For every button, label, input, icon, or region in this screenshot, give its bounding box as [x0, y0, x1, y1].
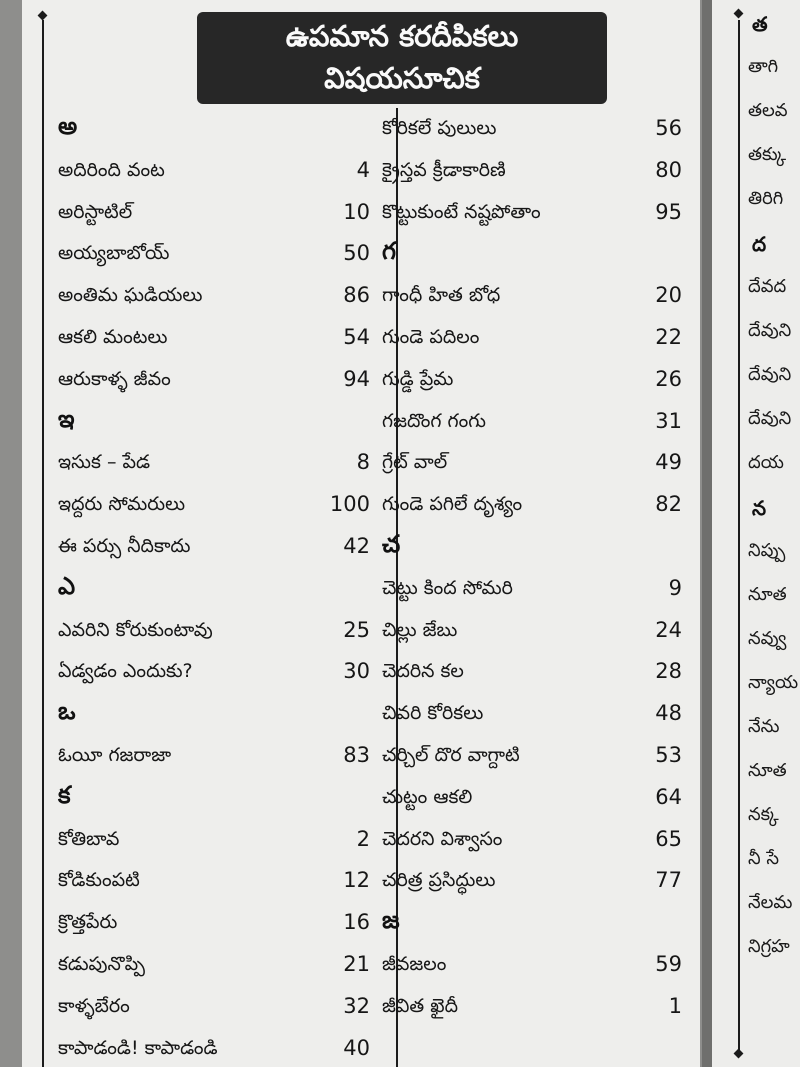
entry-page-number: 32	[343, 993, 370, 1018]
entry-page-number: 65	[655, 826, 682, 851]
section-letter-header: క	[58, 780, 71, 809]
next-page-text-fragment: నిగ్రహ	[748, 936, 790, 957]
index-entry	[58, 651, 370, 691]
entry-title: గుడ్డి ప్రేమ	[382, 367, 454, 390]
entry-page-number: 83	[343, 743, 370, 767]
entry-page-number: 1	[668, 993, 682, 1018]
next-page-text-fragment: దేవుని	[748, 364, 792, 385]
entry-title: చివరి కోరికలు	[382, 702, 484, 725]
next-page-text-fragment: నక్క	[748, 804, 779, 825]
next-page-text-fragment: దేవుని	[748, 320, 792, 341]
entry-title: జీవిత ఖైదీ	[382, 994, 458, 1017]
entry-page-number: 20	[655, 283, 682, 308]
left-border-ornament	[38, 11, 48, 21]
section-letter-header: గ	[382, 237, 396, 266]
index-entry	[58, 735, 370, 775]
index-title: విషయసూచిక	[324, 61, 480, 95]
next-page-text-fragment: దేవద	[748, 276, 787, 297]
section-letter-header: ఎ	[58, 571, 76, 600]
section-letter-header: అ	[58, 112, 78, 140]
index-entry	[382, 442, 682, 482]
entry-page-number: 26	[655, 366, 682, 391]
index-entry	[382, 986, 682, 1026]
entry-page-number: 50	[343, 241, 370, 266]
index-entry	[58, 150, 370, 190]
next-page-text-fragment: తాగి	[748, 56, 779, 77]
entry-title: క్రైస్తవ క్రీడాకారిణి	[382, 158, 506, 181]
left-border	[42, 20, 44, 1067]
entry-page-number: 100	[329, 492, 370, 517]
entry-page-number: 22	[655, 325, 682, 349]
entry-title: చెదరిన కల	[382, 660, 464, 683]
index-page	[22, 0, 700, 1067]
entry-title: క్రొత్తపేరు	[58, 911, 118, 934]
entry-page-number: 8	[356, 450, 370, 475]
index-entry	[58, 359, 370, 399]
index-entry	[382, 568, 682, 608]
entry-page-number: 2	[356, 826, 370, 851]
index-entry	[58, 610, 370, 650]
entry-title: కోరికలే పులులు	[382, 117, 497, 139]
entry-title: ఓయీ గజరాజా	[58, 744, 172, 766]
entry-page-number: 80	[655, 157, 682, 182]
index-entry	[58, 944, 370, 984]
entry-title: చిల్లు జేబు	[382, 618, 458, 641]
index-entry	[58, 986, 370, 1026]
book-title: ఉపమాన కరదీపికలు	[285, 19, 519, 53]
entry-page-number: 31	[655, 408, 682, 433]
entry-page-number: 28	[655, 659, 682, 684]
next-page-text-fragment: నవ్వు	[748, 628, 787, 649]
entry-page-number: 9	[668, 575, 682, 600]
index-entry	[382, 484, 682, 524]
title-banner	[197, 12, 607, 104]
next-page-text-fragment: న్యాయ	[748, 672, 799, 693]
entry-page-number: 86	[343, 283, 370, 308]
entry-title: చుట్టం ఆకలి	[382, 785, 473, 808]
entry-title: కాళ్ళబేరం	[58, 994, 130, 1017]
entry-title: కోతిబావ	[58, 827, 120, 850]
next-page-text-fragment: నూత	[748, 584, 787, 605]
book-spine	[702, 0, 712, 1067]
entry-page-number: 64	[655, 784, 682, 809]
entry-page-number: 40	[343, 1035, 370, 1060]
entry-title: కడుపునొప్పి	[58, 953, 145, 975]
index-entry	[382, 735, 682, 775]
index-entry	[382, 693, 682, 733]
entry-title: అంతిమ ఘడియలు	[58, 284, 203, 307]
index-entry	[382, 317, 682, 357]
next-page-text-fragment: నిప్పు	[748, 540, 786, 561]
index-entry	[58, 484, 370, 524]
index-entry	[58, 902, 370, 942]
index-entry	[382, 819, 682, 859]
entry-title: కోడికుంపటి	[58, 869, 140, 892]
entry-page-number: 16	[343, 910, 370, 935]
next-page-border-ornament	[734, 9, 744, 19]
entry-page-number: 21	[343, 952, 370, 976]
entry-title: ఇద్దరు సోమరులు	[58, 493, 186, 516]
entry-title: చరిత్ర ప్రసిద్ధులు	[382, 869, 496, 892]
index-entry	[58, 192, 370, 232]
index-entry	[58, 1028, 370, 1067]
index-entry	[382, 610, 682, 650]
entry-title: అరిస్టాటిల్	[58, 200, 133, 223]
index-entry	[382, 359, 682, 399]
entry-title: చెదరని విశ్వాసం	[382, 827, 503, 850]
next-page-text-fragment: నీ సే	[748, 848, 779, 869]
entry-page-number: 77	[655, 868, 682, 893]
section-letter-header: జ	[382, 906, 400, 935]
entry-page-number: 94	[343, 366, 370, 391]
entry-title: ఇసుక – పేడ	[58, 451, 151, 474]
index-entry	[58, 233, 370, 273]
entry-page-number: 25	[343, 617, 370, 642]
entry-title: జీవజలం	[382, 953, 447, 975]
entry-page-number: 95	[655, 199, 682, 224]
index-entry	[58, 275, 370, 315]
entry-title: ఆకలి మంటలు	[58, 326, 168, 348]
section-letter-header: ఇ	[58, 404, 75, 433]
entry-title: ఈ పర్సు నీదికాదు	[58, 535, 191, 557]
index-entry	[382, 192, 682, 232]
entry-title: గజదొంగ గంగు	[382, 409, 486, 432]
next-page-text-fragment: నేలమ	[748, 892, 793, 913]
index-entry	[382, 651, 682, 691]
entry-title: గాంధీ హిత బోధ	[382, 284, 501, 307]
entry-title: ఆరుకాళ్ళ జీవం	[58, 367, 171, 390]
entry-page-number: 82	[655, 492, 682, 517]
entry-page-number: 59	[655, 952, 682, 976]
entry-title: చర్చిల్ దొర వాగ్దాటి	[382, 744, 520, 766]
entry-page-number: 12	[343, 868, 370, 893]
next-page-text-fragment: తిరిగి	[748, 188, 784, 209]
index-entry	[382, 150, 682, 190]
next-page-text-fragment: దేవుని	[748, 408, 792, 429]
next-page-border	[738, 20, 740, 1050]
index-entry	[58, 819, 370, 859]
next-page-text-fragment: నేను	[748, 716, 780, 737]
index-entry	[382, 777, 682, 817]
section-letter-header: ఒ	[58, 697, 76, 726]
index-entry	[382, 860, 682, 900]
next-page-section-letter: న	[752, 496, 767, 520]
section-letter-header: చ	[382, 530, 401, 558]
next-page-section-letter: ద	[752, 232, 767, 256]
entry-page-number: 30	[343, 659, 370, 684]
entry-title: అయ్యబాబోయ్	[58, 242, 170, 265]
entry-title: కాపాడండి! కాపాడండి	[58, 1036, 218, 1059]
entry-title: ఎవరిని కోరుకుంటావు	[58, 618, 213, 641]
entry-title: చెట్టు కింద సోమరి	[382, 576, 513, 599]
entry-title: ఏడ్వడం ఎందుకు?	[58, 660, 193, 683]
entry-title: గుండె పగిలే దృశ్యం	[382, 493, 523, 516]
index-entry	[382, 944, 682, 984]
index-entry	[382, 401, 682, 441]
next-page-text-fragment: తలవ	[748, 100, 788, 121]
entry-page-number: 10	[343, 199, 370, 224]
entry-title: అదిరింది వంట	[58, 158, 165, 181]
entry-title: గ్రేట్ వాల్	[382, 451, 448, 474]
entry-page-number: 24	[655, 617, 682, 642]
next-page-section-letter: త	[752, 12, 768, 36]
index-entry	[382, 275, 682, 315]
entry-title: కొట్టుకుంటే నష్టపోతాం	[382, 200, 541, 223]
entry-page-number: 53	[655, 743, 682, 767]
index-entry	[58, 442, 370, 482]
next-page-text-fragment: తక్కు	[748, 144, 787, 165]
index-entry	[382, 108, 682, 148]
next-page-border-ornament	[734, 1049, 744, 1059]
index-entry	[58, 526, 370, 566]
index-entry	[58, 317, 370, 357]
next-page-text-fragment: దయ	[748, 452, 784, 473]
next-page-edge	[712, 0, 800, 1067]
entry-page-number: 4	[356, 157, 370, 182]
next-page-text-fragment: నూత	[748, 760, 787, 781]
entry-page-number: 42	[343, 534, 370, 558]
entry-page-number: 49	[655, 450, 682, 475]
entry-page-number: 54	[343, 325, 370, 349]
entry-page-number: 48	[655, 701, 682, 726]
entry-title: గుండె పదిలం	[382, 326, 480, 348]
index-entry	[58, 860, 370, 900]
entry-page-number: 56	[655, 116, 682, 140]
